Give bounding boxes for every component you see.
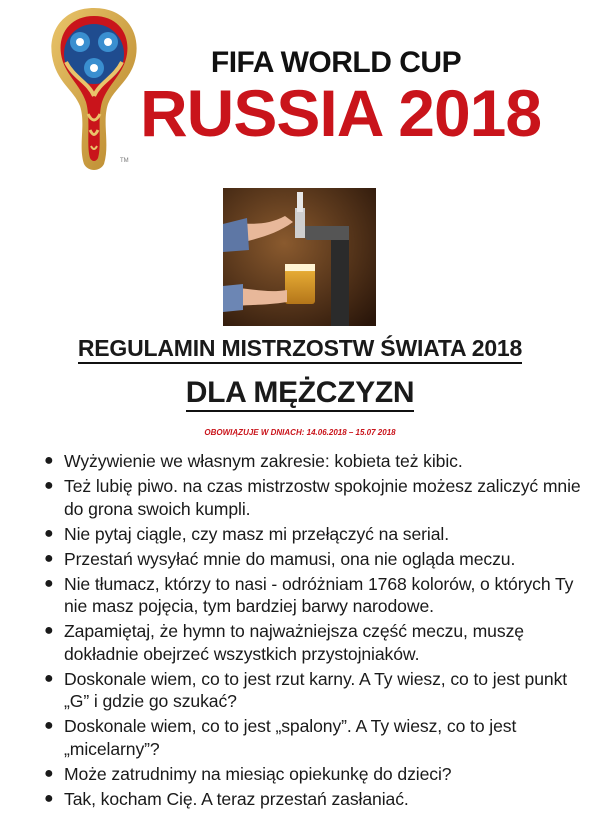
bullet-icon: ● [44,477,54,494]
rules-list [38,450,583,813]
rule-text: Tak, kocham Cię. A teraz przestań zasłaniać. [64,788,409,809]
rule-text: Doskonale wiem, co to jest rzut karny. A Ty wiesz, co to jest punkt „G” i gdzie go szukać? [64,668,568,711]
validity-dates: OBOWIĄZUJE W DNIACH: 14.06.2018 – 15.07 2018 [204,428,396,437]
rule-text: Przestań wysyłać mnie do mamusi, ona nie ogląda meczu. [64,548,516,569]
list-item [38,450,583,473]
rule-text: Wyżywienie we własnym zakresie: kobieta też kibic. [64,451,463,471]
event-title: FIFA WORLD CUP [210,46,462,79]
document-subtitle-text: DLA MĘŻCZYZN [186,376,415,412]
trademark-mark: TM [120,158,129,164]
list-item [38,763,583,786]
rule-text: Doskonale wiem, co to jest „spalony”. A Ty wiesz, co to jest „micelarny”? [64,716,517,759]
bullet-icon: ● [44,549,54,567]
bullet-icon: ● [44,452,54,469]
rule-text: Może zatrudnimy na miesiąc opiekunkę do dzieci? [64,763,452,784]
beer-tap-photo [223,188,376,326]
list-item [38,788,583,811]
world-cup-logo-icon [44,4,144,176]
bullet-icon: ● [44,764,54,782]
document-title [0,335,600,362]
document-title-text: REGULAMIN MISTRZOSTW ŚWIATA 2018 [78,335,522,364]
document-subtitle [0,376,600,410]
rule-text: Zapamiętaj, że hymn to najważniejsza część meczu, muszę dokładnie obejrzeć wszystkich przystojniaków. [64,621,524,664]
bullet-icon: ● [44,622,54,639]
rule-text: Też lubię piwo. na czas mistrzostw spokojnie możesz zaliczyć mnie do grona swoich kumpli. [64,476,581,519]
list-item [38,715,583,760]
list-item [38,573,583,618]
list-item [38,668,583,713]
bullet-icon: ● [44,669,54,687]
rule-text: Nie pytaj ciągle, czy masz mi przełączyć na serial. [64,523,450,544]
host-title: RUSSIA 2018 [140,76,542,150]
bullet-icon: ● [44,789,54,807]
list-item [38,523,583,546]
bullet-icon: ● [44,717,54,734]
rule-text: Nie tłumacz, którzy to nasi - odróżniam 1768 kolorów, o których Ty nie masz pojęcia, tym bardziej barwy narodowe. [64,573,574,616]
list-item [38,620,583,665]
bullet-icon: ● [44,524,54,542]
bullet-icon: ● [44,574,54,592]
list-item [38,475,583,520]
list-item [38,548,583,571]
